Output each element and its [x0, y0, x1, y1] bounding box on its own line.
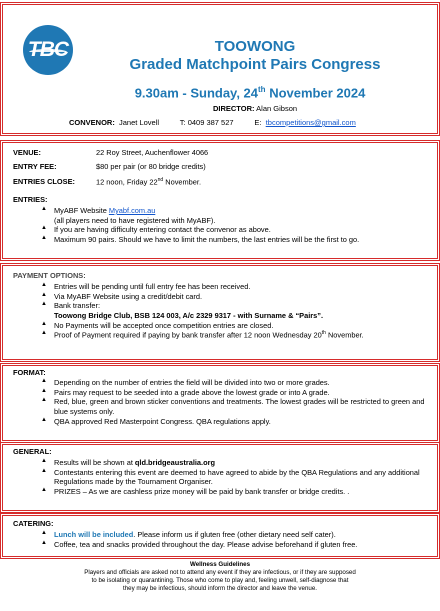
wellness-line: to be isolating or quarantining. Those who come to play and, feeling unwell, self-diagnose that: [91, 577, 349, 585]
event-title: Graded Matchpoint Pairs Congress: [129, 56, 381, 73]
format-box: [2, 365, 438, 441]
list-item: ▲ Coffee, tea and snacks provided throughout the day. Please advise beforehand if gluten free.: [41, 540, 429, 550]
list-item: ▲ Lunch will be included. Please inform us if gluten free (other dietary need self cater).: [41, 530, 429, 540]
payment-box: [2, 265, 438, 360]
catering-heading: CATERING:: [13, 519, 54, 528]
payment-heading: PAYMENT OPTIONS:: [13, 271, 86, 280]
list-item: ▲ Pairs may request to be seeded into a grade above the lowest grade or into A grade.: [41, 388, 429, 398]
list-item: ▲ No Payments will be accepted once competition entries are closed.: [41, 321, 429, 331]
payment-list: [13, 282, 429, 340]
header-box: [2, 4, 438, 134]
wellness-line: Players and officials are asked not to attend any event if they are infectious, or if they are supposed: [84, 569, 356, 577]
catering-box: [2, 515, 438, 557]
venue-row: VENUE: 22 Roy Street, Auchenflower 4066: [13, 148, 209, 157]
list-item: ▲ Results will be shown at qld.bridgeaustralia.org: [41, 458, 429, 468]
list-item: ▲ Bank transfer: Toowong Bridge Club, BSB 124 003, A/c 2329 9317 - with Surname & “Pairs”.: [41, 301, 429, 320]
venue-box: [2, 142, 438, 259]
logo-text: TBC: [27, 38, 69, 61]
general-box: [2, 444, 438, 511]
wellness-line: they may be infectious, should inform the director and leave the venue.: [123, 585, 317, 593]
format-heading: FORMAT:: [13, 368, 46, 377]
close-row: ENTRIES CLOSE: 12 noon, Friday 22nd November.: [13, 177, 201, 187]
event-title-venue: TOOWONG: [214, 38, 296, 55]
fee-row: ENTRY FEE: $80 per pair (or 80 bridge credits): [13, 162, 206, 171]
convenor-line: CONVENOR: Janet Lovell T: 0409 387 527 E: tbcompetitions@gmail.com: [69, 118, 356, 127]
club-logo: [23, 25, 73, 75]
list-item: ▲ Depending on the number of entries the field will be divided into two or more grades.: [41, 378, 429, 388]
catering-list: [13, 530, 429, 549]
entries-heading: ENTRIES:: [13, 195, 48, 204]
general-heading: GENERAL:: [13, 447, 52, 456]
event-date: 9.30am - Sunday, 24th November 2024: [134, 85, 366, 101]
results-link[interactable]: qld.bridgeaustralia.org: [134, 458, 215, 467]
list-item: ▲ PRIZES – As we are cashless prize money will be paid by bank transfer or bridge credits. .: [41, 487, 429, 497]
list-item: ▲ Red, blue, green and brown sticker conventions and treatments. The lowest grades will be restricted to green and blue systems only.: [41, 397, 429, 416]
entries-list: [13, 206, 429, 245]
director-line: DIRECTOR: Alan Gibson: [212, 104, 298, 113]
list-item: ▲ QBA approved Red Masterpoint Congress. QBA regulations apply.: [41, 417, 429, 427]
list-item: ▲ Maximum 90 pairs. Should we have to limit the numbers, the last entries will be the first to go.: [41, 235, 429, 245]
wellness-title: Wellness Guidelines: [189, 561, 251, 568]
list-item: ▲ MyABF Website Myabf.com.au (all players need to have registered with MyABF).: [41, 206, 429, 225]
list-item: ▲ Via MyABF Website using a credit/debit card.: [41, 292, 429, 302]
flyer-page: [2, 2, 438, 608]
format-list: [13, 378, 429, 426]
myabf-link[interactable]: Myabf.com.au: [108, 206, 156, 215]
convenor-email-link[interactable]: tbcompetitions@gmail.com: [265, 118, 356, 127]
list-item: ▲ Contestants entering this event are deemed to have agreed to abide by the QBA Regulations and any additional Regulations made by the Tournament Organiser.: [41, 468, 429, 487]
list-item: ▲ Entries will be pending until full entry fee has been received.: [41, 282, 429, 292]
wellness-guidelines: [2, 561, 438, 593]
list-item: ▲ If you are having difficulty entering contact the convenor as above.: [41, 225, 429, 235]
list-item: ▲ Proof of Payment required if paying by bank transfer after 12 noon Wednesday 20th November.: [41, 330, 429, 340]
general-list: [13, 458, 429, 497]
